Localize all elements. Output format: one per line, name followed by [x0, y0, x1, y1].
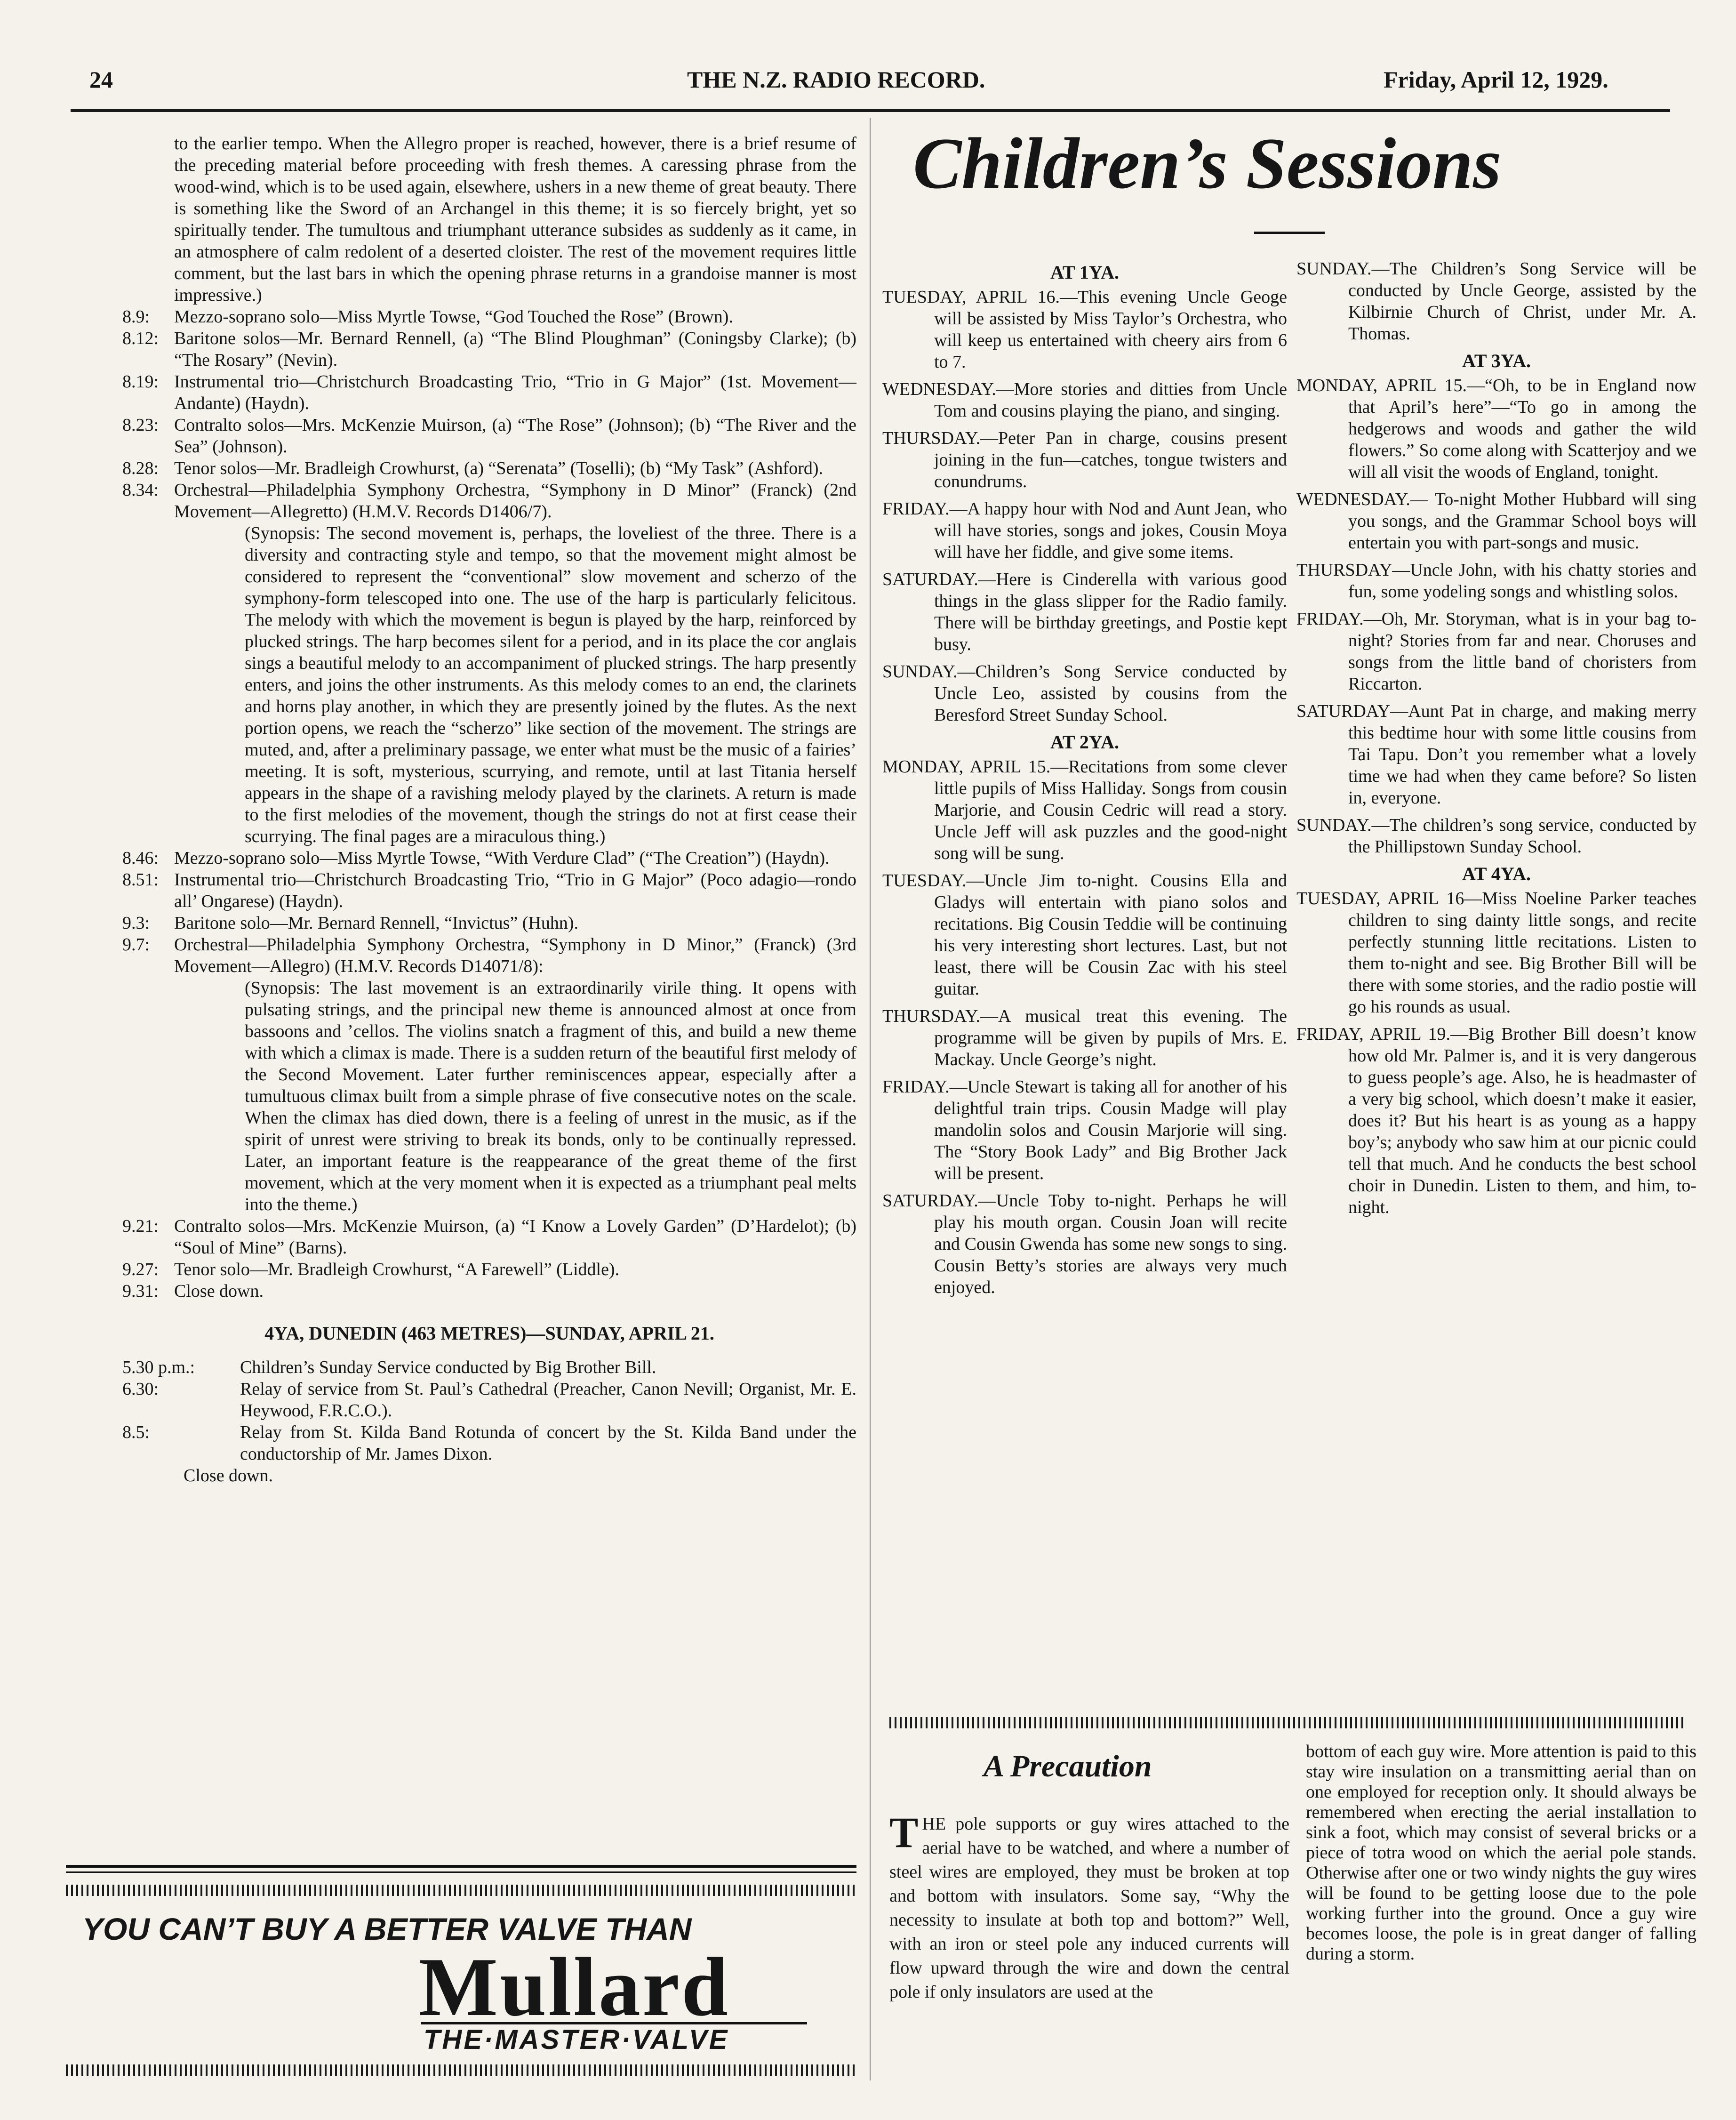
programme-time: 8.46:: [122, 848, 159, 868]
programme-item: [122, 1280, 856, 1302]
children-title: Children’s Sessions: [913, 123, 1502, 204]
precaution-title: A Precaution: [984, 1749, 1152, 1783]
programme-text: Tenor solo—Mr. Bradleigh Crowhurst, “A Farewell” (Liddle).: [174, 1260, 620, 1279]
programme-text: Orchestral—Philadelphia Symphony Orchestra, “Symphony in D Minor,” (Franck) (3rd Movement—Allegro) (H.M.V. Records D14071/8):: [174, 935, 856, 976]
programme-time: 9.31:: [122, 1281, 159, 1301]
programme-item: [122, 328, 856, 371]
ad-hatch-bottom: [66, 2064, 856, 2076]
station-heading: AT 3YA.: [1462, 350, 1531, 371]
session-entry: FRIDAY, APRIL 19.—Big Brother Bill doesn’t know how old Mr. Palmer is, and it is very dangerous to guess people’s age. Also, he is headmaster of a very big school, which doesn’t make it easier, does it? But his heart is as young as a happy boy’s; anybody who saw him at our picnic could tell that much. And he conducts the best school choir in Dunedin. Listen to them, and him, to-night.: [1296, 1024, 1696, 1217]
session-entry: FRIDAY.—Oh, Mr. Storyman, what is in your bag to-night? Stories from far and near. Choruses and songs from the little band of choristers from Riccarton.: [1296, 609, 1696, 694]
session-entry: THURSDAY—Uncle John, with his chatty stories and fun, some yodeling songs and whistling solos.: [1296, 560, 1696, 602]
programme-list-1: [122, 306, 856, 522]
programme-time: 9.27:: [122, 1260, 159, 1279]
children-column-1: [882, 258, 1287, 1304]
title-rule: [1254, 232, 1325, 234]
session-entry: SUNDAY.—The Children’s Song Service will be conducted by Uncle George, assisted by the Kilbirnie Church of Christ, under Mr. A. Thomas.: [1296, 259, 1696, 344]
programme-text: Contralto solos—Mrs. McKenzie Muirson, (a) “The Rose” (Johnson); (b) “The River and the Sea” (Johnson).: [174, 415, 856, 457]
station-heading: AT 1YA.: [1050, 262, 1119, 283]
session-entry: SUNDAY.—The children’s song service, conducted by the Phillipstown Sunday School.: [1296, 815, 1696, 857]
precaution-body-1: HE pole supports or guy wires attached to the aerial have to be watched, and where a number of steel wires are employed, they must be broken at top and bottom with insulators. Some say, “Why the necessity to insulate at both top and bottom?” Well, with an iron or steel pole any induced currents will flow upward through the wire and down the central pole if only insulators are used at the: [889, 1814, 1289, 2002]
publication-title: THE N.Z. RADIO RECORD.: [687, 66, 985, 93]
programme-time: 5.30 p.m.:: [122, 1357, 195, 1377]
programme-item: [122, 1357, 856, 1378]
programme-text: Baritone solo—Mr. Bernard Rennell, “Invictus” (Huhn).: [174, 913, 579, 933]
ad-top-rule: [66, 1865, 856, 1873]
programme-column: [122, 133, 856, 1486]
session-entry: WEDNESDAY.—More stories and ditties from Uncle Tom and cousins playing the piano, and singing.: [882, 379, 1287, 421]
programme-item: [122, 1421, 856, 1465]
session-entry: WEDNESDAY.— To-night Mother Hubbard will sing you songs, and the Grammar School boys will entertain you with part-songs and music.: [1296, 490, 1696, 553]
synopsis-third-movement: (Synopsis: The last movement is an extraordinarily virile thing. It opens with pulsating strings, and the principal new theme is announced almost at once from bassoons and ’cellos. The violins snatch a fragment of this, and build a new theme with which a climax is made. There is a sudden return of the beautiful first melody of the Second Movement. Later further reminiscences appear, especially after a tumultuous climax built from a simple phrase of five consecutive notes on the scale. When the climax has died down, there is a feeling of unrest in the music, as if the spirit of unrest were striving to break its bonds, only to be continually repressed. Later, an important feature is the reappearance of the great theme of the first movement, which at the very moment when it is expected as a triumphant peal melts into the theme.): [245, 978, 856, 1214]
children-column-2: [1296, 258, 1696, 1224]
session-entry: THURSDAY.—A musical treat this evening. The programme will be given by pupils of Mrs. E. Mackay. Uncle George’s night.: [882, 1006, 1287, 1069]
programme-time: 8.51:: [122, 870, 159, 890]
ad-headline: YOU CAN’T BUY A BETTER VALVE THAN: [82, 1911, 692, 1946]
precaution-hatch: [889, 1717, 1685, 1728]
programme-time: 8.12:: [122, 329, 159, 348]
station-heading: AT 4YA.: [1462, 863, 1531, 884]
programme-text: Baritone solos—Mr. Bernard Rennell, (a) “The Blind Ploughman” (Coningsby Clarke); (b) “The Rosary” (Nevin).: [174, 329, 856, 370]
programme-text: Tenor solos—Mr. Bradleigh Crowhurst, (a) “Serenata” (Toselli); (b) “My Task” (Ashford).: [174, 458, 824, 478]
session-entry: THURSDAY.—Peter Pan in charge, cousins present joining in the fun—catches, tongue twisters and conundrums.: [882, 428, 1287, 491]
programme-time: 8.34:: [122, 480, 159, 500]
programme-item: [122, 847, 856, 869]
dunedin-heading: 4YA, DUNEDIN (463 METRES)—SUNDAY, APRIL 21.: [264, 1323, 714, 1344]
programme-time: 8.23:: [122, 415, 159, 435]
header-rule: [71, 109, 1670, 112]
programme-text: Relay of service from St. Paul’s Cathedral (Preacher, Canon Nevill; Organist, Mr. E. Heywood, F.R.C.O.).: [240, 1379, 856, 1421]
station-heading: AT 2YA.: [1050, 731, 1119, 753]
programme-text: Contralto solos—Mrs. McKenzie Muirson, (a) “I Know a Lovely Garden” (D’Hardelot); (b) “Soul of Mine” (Barns).: [174, 1216, 856, 1258]
synopsis-second-movement: (Synopsis: The second movement is, perhaps, the loveliest of the three. There is a diversity and contracting style and tempo, so that the movement might almost be considered to represent the “conventional” slow movement and scherzo of the symphony-form telescoped into one. The use of the harp is particularly felicitous. The melody with which the movement is begun is played by the harp, reinforced by plucked strings. The harp becomes silent for a period, and in its place the cor anglais sings a beautiful melody to an accompaniment of plucked strings. The harp presently enters, and joins the other instruments. As this melody comes to an end, the clarinets and horns play another, in which they are presently joined by the flutes. As the next portion opens, we reach the “scherzo” like section of the movement. The strings are muted, and, after a preliminary passage, we enter what must be the music of a fairies’ meeting. It is soft, mysterious, scurrying, and remote, until at last Titania herself appears in the shape of a ravishing melody played by the clarinets. A return is made to the first melodies of the movement, though the strings do not at first cease their scurrying. The final pages are a miraculous thing.): [245, 523, 856, 846]
programme-item: [122, 1378, 856, 1421]
programme-time: 8.19:: [122, 372, 159, 392]
programme-list-3: [122, 1215, 856, 1302]
programme-text: Children’s Sunday Service conducted by Big Brother Bill.: [240, 1357, 656, 1377]
column-divider: [870, 118, 871, 2080]
programme-item: [122, 869, 856, 912]
programme-time: 8.28:: [122, 458, 159, 478]
programme-time: 8.9:: [122, 307, 150, 327]
programme-time: 9.3:: [122, 913, 150, 933]
session-entry: MONDAY, APRIL 15.—“Oh, to be in England now that April’s here”—“To go in among the hedgerows and woods and gather the wild flowers.” So come along with Scatterjoy and we will all visit the woods of England, tonight.: [1296, 376, 1696, 482]
programme-text: Instrumental trio—Christchurch Broadcasting Trio, “Trio in G Major” (1st. Movement—Andante) (Haydn).: [174, 372, 856, 413]
programme-text: Mezzo-soprano solo—Miss Myrtle Towse, “With Verdure Clad” (“The Creation”) (Haydn).: [174, 848, 830, 868]
programme-item: [122, 306, 856, 328]
precaution-column-1: [889, 1808, 1289, 2004]
drop-cap: T: [889, 1808, 919, 1856]
session-entry: FRIDAY.—A happy hour with Nod and Aunt Jean, who will have stories, songs and jokes, Cousin Moya will have her fiddle, and give some items.: [882, 499, 1287, 562]
programme-text: Close down.: [174, 1281, 264, 1301]
session-entry: FRIDAY.—Uncle Stewart is taking all for another of his delightful train trips. Cousin Madge will play mandolin solos and Cousin Marjorie will sing. The “Story Book Lady” and Big Brother Jack will be present.: [882, 1077, 1287, 1183]
programme-text: Relay from St. Kilda Band Rotunda of concert by the St. Kilda Band under the conductorship of Mr. James Dixon.: [240, 1422, 856, 1464]
programme-item: [122, 479, 856, 522]
programme-item: [122, 371, 856, 414]
session-entry: TUESDAY, APRIL 16—Miss Noeline Parker teaches children to sing dainty little songs, and recite perfectly stunning little recitations. Listen to them to-night and see. Big Brother Bill will be there with some stories, and the radio postie will go his rounds as usual.: [1296, 889, 1696, 1017]
ad-brand-logo: Mullard: [419, 1940, 730, 2033]
session-entry: TUESDAY.—Uncle Jim to-night. Cousins Ella and Gladys will entertain with piano solos and recitations. Big Cousin Teddie will be continuing his very interesting short lectures. Last, but not least, there will be Cousin Zac with his steel guitar.: [882, 871, 1287, 999]
programme-list-2: [122, 847, 856, 977]
issue-date: Friday, April 12, 1929.: [1384, 66, 1608, 93]
programme-item: [122, 1259, 856, 1280]
synopsis-continued: to the earlier tempo. When the Allegro proper is reached, however, there is a brief resume of the preceding material before proceeding with fresh themes. A caressing phrase from the wood-wind, which is to be used again, elsewhere, ushers in a new theme of great beauty. There is something like the Sword of an Archangel in this theme; it is so fiercely bright, yet so spiritually tender. The tumultous and triumphant utterance subsides as suddenly as it came, in an atmosphere of calm redolent of a deserted cloister. The rest of the movement requires little comment, but the last bars in which the opening phrase returns in a grandoise manner is most impressive.): [174, 134, 856, 305]
precaution-column-2: [1306, 1742, 1696, 1964]
dunedin-close: Close down.: [184, 1466, 273, 1486]
session-entry: SATURDAY.—Uncle Toby to-night. Perhaps he will play his mouth organ. Cousin Joan will recite and Cousin Gwenda has some new songs to sing. Cousin Betty’s stories are always very much enjoyed.: [882, 1191, 1287, 1297]
ad-hatch-top: [66, 1885, 856, 1896]
programme-item: [122, 1215, 856, 1259]
session-entry: SATURDAY—Aunt Pat in charge, and making merry this bedtime hour with some little cousins from Tai Tapu. Don’t you remember what a lovely time we had when they came before? So listen in, everyone.: [1296, 701, 1696, 808]
programme-time: 9.7:: [122, 935, 150, 955]
page-number: 24: [89, 66, 113, 93]
programme-text: Instrumental trio—Christchurch Broadcasting Trio, “Trio in G Major” (Poco adagio—rondo all’ Ongarese) (Haydn).: [174, 870, 856, 911]
ad-tagline: THE·MASTER·VALVE: [424, 2024, 729, 2055]
programme-item: [122, 414, 856, 458]
programme-text: Mezzo-soprano solo—Miss Myrtle Towse, “God Touched the Rose” (Brown).: [174, 307, 733, 327]
session-entry: MONDAY, APRIL 15.—Recitations from some clever little pupils of Miss Halliday. Songs from cousin Marjorie, and Cousin Cedric will read a story. Uncle Jeff will ask puzzles and the good-night song will be sung.: [882, 757, 1287, 863]
session-entry: SUNDAY.—Children’s Song Service conducted by Uncle Leo, assisted by cousins from the Beresford Street Sunday School.: [882, 662, 1287, 725]
programme-item: [122, 912, 856, 934]
programme-text: Orchestral—Philadelphia Symphony Orchestra, “Symphony in D Minor” (Franck) (2nd Movement—Allegretto) (H.M.V. Records D1406/7).: [174, 480, 856, 522]
programme-time: 9.21:: [122, 1216, 159, 1236]
dunedin-list: [122, 1357, 856, 1465]
programme-time: 6.30:: [122, 1379, 159, 1399]
programme-time: 8.5:: [122, 1422, 150, 1442]
programme-item: [122, 934, 856, 977]
precaution-body-2: bottom of each guy wire. More attention is paid to this stay wire insulation on a transmitting aerial than on one employed for reception only. It should always be remembered when erecting the aerial installation to sink a foot, which may consist of several bricks or a piece of totra wood on which the aerial pole stands. Otherwise after one or two windy nights the guy wires will be found to be getting loose due to the pole working further into the ground. Once a guy wire becomes loose, the pole is in great danger of falling during a storm.: [1306, 1742, 1696, 1964]
session-entry: SATURDAY.—Here is Cinderella with various good things in the glass slipper for the Radio family. There will be birthday greetings, and Postie kept busy.: [882, 570, 1287, 654]
session-entry: TUESDAY, APRIL 16.—This evening Uncle Geoge will be assisted by Miss Taylor’s Orchestra, who will keep us entertained with cheery airs from 6 to 7.: [882, 287, 1287, 372]
programme-item: [122, 458, 856, 479]
